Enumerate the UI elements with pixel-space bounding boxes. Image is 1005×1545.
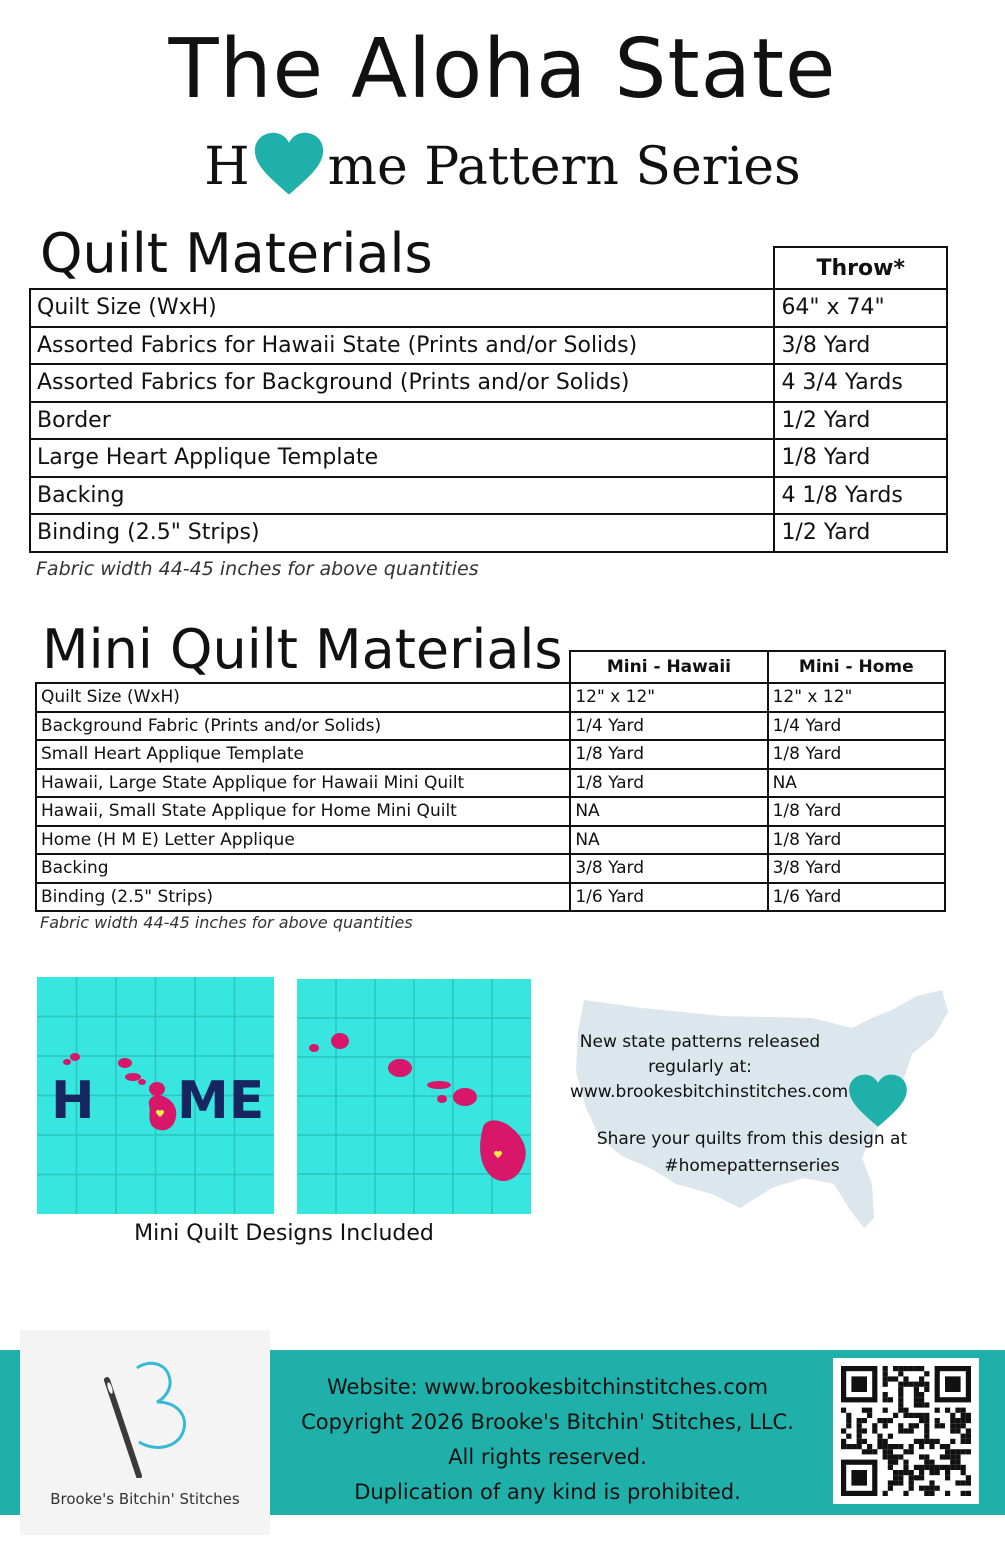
table-header-row bbox=[36, 651, 945, 683]
promo-line-2: regularly at: bbox=[648, 1057, 752, 1077]
quilt-fabric-note: Fabric width 44-45 inches for above quantities bbox=[36, 558, 479, 580]
table-row bbox=[36, 712, 945, 741]
home-letter-h: H bbox=[51, 1071, 95, 1131]
footer-rights: All rights reserved. bbox=[448, 1445, 647, 1469]
mini-home-cell: 1/6 Yard bbox=[768, 883, 945, 912]
mini-hawaii-cell: 3/8 Yard bbox=[570, 854, 767, 883]
mini-item-cell: Quilt Size (WxH) bbox=[36, 683, 570, 712]
table-row bbox=[36, 769, 945, 798]
mini-item-cell: Background Fabric (Prints and/or Solids) bbox=[36, 712, 570, 741]
quilt-materials-table bbox=[29, 246, 948, 553]
page-title: The Aloha State bbox=[168, 22, 837, 117]
table-row bbox=[30, 327, 947, 365]
column-header-throw: Throw* bbox=[774, 247, 947, 289]
mini-item-cell: Binding (2.5" Strips) bbox=[36, 883, 570, 912]
mini-hawaii-cell: NA bbox=[570, 826, 767, 855]
quilt-item-cell: Large Heart Applique Template bbox=[30, 439, 774, 477]
quilt-item-cell: Assorted Fabrics for Hawaii State (Prints and/or Solids) bbox=[30, 327, 774, 365]
table-row bbox=[36, 683, 945, 712]
promo-share-text bbox=[590, 1126, 914, 1180]
quilt-qty-cell: 1/8 Yard bbox=[774, 439, 947, 477]
quilt-qty-cell: 1/2 Yard bbox=[774, 402, 947, 440]
quilt-item-cell: Quilt Size (WxH) bbox=[30, 289, 774, 327]
mini-item-cell: Hawaii, Large State Applique for Hawaii Mini Quilt bbox=[36, 769, 570, 798]
mini-home-cell: 1/4 Yard bbox=[768, 712, 945, 741]
mini-hawaii-cell: 12" x 12" bbox=[570, 683, 767, 712]
mini-fabric-note: Fabric width 44-45 inches for above quantities bbox=[40, 913, 413, 932]
mini-home-cell: 12" x 12" bbox=[768, 683, 945, 712]
quilt-materials-heading: Quilt Materials bbox=[40, 222, 433, 285]
page-subtitle bbox=[0, 132, 1005, 197]
promo-line-1: New state patterns released bbox=[579, 1032, 821, 1052]
mini-home-cell: 3/8 Yard bbox=[768, 854, 945, 883]
table-row bbox=[30, 477, 947, 515]
promo-heart-icon bbox=[848, 1074, 908, 1132]
mini-hawaii-cell: 1/4 Yard bbox=[570, 712, 767, 741]
promo-line-4: Share your quilts from this design at bbox=[596, 1129, 908, 1149]
table-row bbox=[36, 740, 945, 769]
mini-home-cell: 1/8 Yard bbox=[768, 797, 945, 826]
quilt-item-cell: Assorted Fabrics for Background (Prints and/or Solids) bbox=[30, 364, 774, 402]
quilt-item-cell: Backing bbox=[30, 477, 774, 515]
promo-text bbox=[570, 1030, 849, 1105]
table-row bbox=[36, 826, 945, 855]
table-row bbox=[30, 439, 947, 477]
hawaii-mini-quilt-image bbox=[297, 979, 531, 1214]
footer-copyright: Copyright 2026 Brooke's Bitchin' Stitches, LLC. bbox=[301, 1410, 794, 1434]
subtitle-h: H bbox=[204, 137, 250, 197]
logo bbox=[20, 1330, 270, 1535]
quilt-qty-cell: 4 1/8 Yards bbox=[774, 477, 947, 515]
table-row bbox=[30, 289, 947, 327]
mini-item-cell: Small Heart Applique Template bbox=[36, 740, 570, 769]
table-row bbox=[30, 402, 947, 440]
heart-icon bbox=[252, 132, 326, 196]
table-row bbox=[36, 854, 945, 883]
promo-website-link[interactable]: www.brookesbitchinstitches.com bbox=[570, 1082, 849, 1102]
mini-materials-heading: Mini Quilt Materials bbox=[42, 618, 563, 681]
quilt-qty-cell: 64" x 74" bbox=[774, 289, 947, 327]
mini-materials-table bbox=[35, 650, 946, 912]
mini-hawaii-cell: 1/8 Yard bbox=[570, 769, 767, 798]
home-mini-quilt-image bbox=[37, 977, 274, 1214]
quilt-qty-cell: 3/8 Yard bbox=[774, 327, 947, 365]
column-header-mini-home: Mini - Home bbox=[768, 651, 945, 683]
footer-duplication: Duplication of any kind is prohibited. bbox=[354, 1480, 741, 1504]
mini-item-cell: Backing bbox=[36, 854, 570, 883]
column-header-mini-hawaii: Mini - Hawaii bbox=[570, 651, 767, 683]
table-row bbox=[36, 797, 945, 826]
quilt-item-cell: Border bbox=[30, 402, 774, 440]
table-row bbox=[30, 364, 947, 402]
table-row bbox=[30, 514, 947, 552]
mini-hawaii-cell: NA bbox=[570, 797, 767, 826]
footer-website[interactable]: Website: www.brookesbitchinstitches.com bbox=[326, 1375, 769, 1399]
table-row bbox=[36, 883, 945, 912]
quilt-item-cell: Binding (2.5" Strips) bbox=[30, 514, 774, 552]
mini-hawaii-cell: 1/6 Yard bbox=[570, 883, 767, 912]
logo-text: Brooke's Bitchin' Stitches bbox=[50, 1490, 240, 1508]
home-letters-me: ME bbox=[177, 1071, 265, 1131]
mini-designs-caption: Mini Quilt Designs Included bbox=[134, 1221, 434, 1246]
mini-item-cell: Home (H M E) Letter Applique bbox=[36, 826, 570, 855]
needle-heart-icon bbox=[95, 1358, 195, 1478]
table-header-row bbox=[30, 247, 947, 289]
footer-text bbox=[270, 1370, 825, 1510]
quilt-qty-cell: 1/2 Yard bbox=[774, 514, 947, 552]
mini-hawaii-cell: 1/8 Yard bbox=[570, 740, 767, 769]
mini-home-cell: 1/8 Yard bbox=[768, 826, 945, 855]
quilt-qty-cell: 4 3/4 Yards bbox=[774, 364, 947, 402]
qr-code[interactable] bbox=[833, 1358, 979, 1504]
mini-home-cell: 1/8 Yard bbox=[768, 740, 945, 769]
subtitle-rest: me Pattern Series bbox=[327, 137, 801, 197]
promo-hashtag: #homepatternseries bbox=[664, 1156, 840, 1176]
mini-item-cell: Hawaii, Small State Applique for Home Mini Quilt bbox=[36, 797, 570, 826]
mini-home-cell: NA bbox=[768, 769, 945, 798]
